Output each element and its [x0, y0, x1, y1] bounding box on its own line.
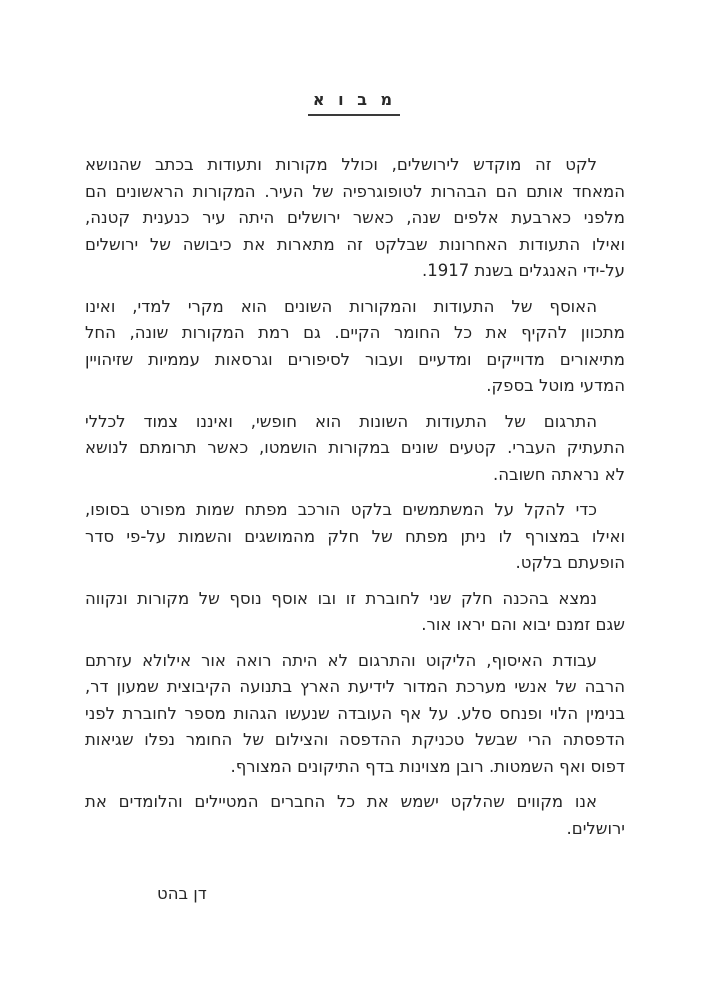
text-line: כדי להקל על המשתמשים בלקט הורכב מפתח שמות מפורט בסופו,: [85, 500, 597, 519]
text-line: אנו מקווים שהלקט ישמש את כל החברים המטיילים והלומדים את: [85, 792, 597, 811]
text-line: ירושלים.: [566, 818, 625, 838]
text-line: בנימין הלוי ופנחס סלע. על אף העובדה שנעשו הגהות מספר לחוברת לפני: [85, 703, 625, 723]
paragraph: [85, 789, 625, 842]
text-line: ואילו התעודות האחרונות שבלקט זה מתארות את כיבושה של ירושלים: [85, 234, 625, 254]
text-line: דפוס ואף השמטות. רובן מצוינות בדף התיקונים המצורף.: [230, 756, 625, 776]
text-line: לקט זה מוקדש לירושלים, וכולל מקורות ותעודות בכתב שהנושא: [85, 155, 597, 174]
text-line: הרבה של אנשי מערכת המדור לידיעת הארץ בתנועה הקיבוצית שמעון דר,: [85, 677, 625, 696]
page-title: מ ב ו א: [308, 90, 400, 116]
paragraph: [85, 497, 625, 577]
text-line: המאחד אותם הם הבהרות לטופוגרפיה של העיר. המקורות הראשונים הם: [85, 181, 625, 201]
text-line: האוסף של התעודות והמקורות השונים הוא מקרי למדי, ואינו: [85, 296, 597, 316]
title-container: [0, 90, 708, 116]
text-line: התעתיק העברי. קטעים שונים במקורות הושמטו, כאשר תרומתם לנושא: [85, 438, 625, 457]
text-line: הדפסתה הרי שבשל טכניקת ההדפסה והצילום של החומר נפלו שגיאות: [85, 730, 625, 749]
text-line: על-ידי האנגלים בשנת 1917.: [422, 261, 625, 280]
text-line: מלפני כארבעת אלפים שנה, כאשר ירושלים היתה עיר כנענית קטנה,: [85, 208, 625, 227]
text-line: מתיאורים מדוייקים ומדעיים ועבור לסיפורים וגרסאות עממיות שזיהויין: [85, 349, 625, 369]
text-line: הופעתם בלקט.: [515, 553, 625, 572]
author-signature: דן בהט: [157, 884, 207, 903]
paragraph: [85, 648, 625, 781]
text-line: נמצא בהכנה חלק שני לחוברת זו ובו אוסף נוסף של מקורות ונקווה: [85, 588, 597, 608]
paragraph: [85, 294, 625, 400]
text-line: מתכוון להקיף את כל החומר הקיים. גם רמת המקורות שונה, החל: [85, 323, 625, 342]
text-line: לא נראתה חשובה.: [493, 464, 625, 484]
text-line: התרגום של התעודות השונות הוא חופשי, ואיננו צמוד לכללי: [85, 411, 597, 431]
paragraph: [85, 152, 625, 285]
document-body: [85, 152, 625, 851]
text-line: ואילו במצורף לו ניתן מפתח של חלק מהמושגים והשמות על-פי סדר: [85, 526, 625, 546]
text-line: המדעי מוטל בספק.: [486, 376, 625, 395]
paragraph: [85, 409, 625, 489]
text-line: שגם זמנם יבוא והם יראו אור.: [421, 615, 625, 634]
text-line: עבודת האיסוף, הליקוט והתרגום לא היתה רואה אור אילולא עזרתם: [85, 650, 597, 670]
paragraph: [85, 586, 625, 639]
